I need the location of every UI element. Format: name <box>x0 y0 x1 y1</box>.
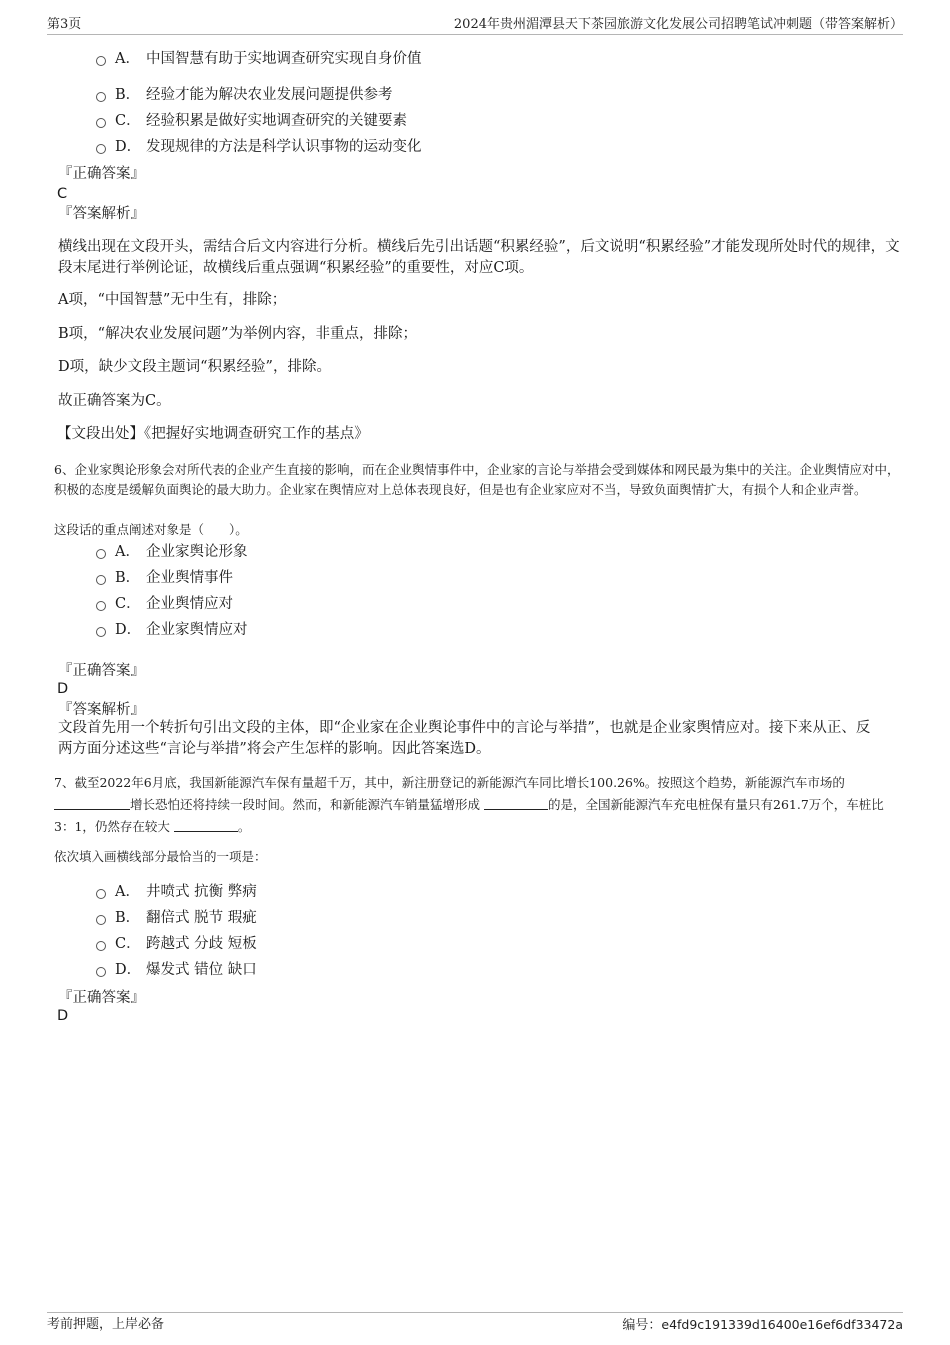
blank-3 <box>174 819 238 832</box>
q7-answer-label: 『正确答案』 <box>58 990 145 1006</box>
radio-icon[interactable] <box>96 56 106 66</box>
q6-stem: 6、企业家舆论形象会对所代表的企业产生直接的影响，而在企业舆情事件中，企业家的言论与举措会受到媒体和网民最为集中的关注。企业舆情应对中，积极的态度是缓解负面舆论的最大助力。企业家在舆情应对上总体表现良好，但是也有企业家应对不当，导致负面舆情扩大，有损个人和企业声誉。 <box>54 462 900 497</box>
q5-analysis-label: 『答案解析』 <box>58 206 145 222</box>
q7-option-d[interactable]: D． 爆发式 错位 缺口 <box>96 960 257 980</box>
q7-question: 依次填入画横线部分最恰当的一项是： <box>54 849 267 864</box>
q5-option-d[interactable]: D． 发现规律的方法是科学认识事物的运动变化 <box>96 137 422 157</box>
q6-analysis-text: 文段首先用一个转折句引出文段的主体，即“企业家在企业舆论事件中的言论与举措”，也就是企业家舆情应对。接下来从正、反两方面分述这些“言论与举措”将会产生怎样的影响。因此答案选D。 <box>58 720 871 757</box>
q5-analysis-a: A项，“中国智慧”无中生有，排除； <box>58 292 287 308</box>
document-title: 2024年贵州湄潭县天下茶园旅游文化发展公司招聘笔试冲刺题（带答案解析） <box>453 17 903 32</box>
page-footer <box>47 1312 903 1335</box>
q5-answer-label: 『正确答案』 <box>58 166 145 182</box>
q5-analysis-b: B项，“解决农业发展问题”为举例内容，非重点，排除； <box>58 326 417 342</box>
q6-option-c[interactable]: C． 企业舆情应对 <box>96 594 233 614</box>
radio-icon[interactable] <box>96 144 106 154</box>
radio-icon[interactable] <box>96 889 106 899</box>
page-header <box>47 14 903 35</box>
q6-analysis-label: 『答案解析』 <box>58 702 145 718</box>
q5-analysis-conclusion: 故正确答案为C。 <box>58 393 171 409</box>
blank-2 <box>484 797 548 810</box>
radio-icon[interactable] <box>96 92 106 102</box>
q6-option-b[interactable]: B． 企业舆情事件 <box>96 568 233 588</box>
radio-icon[interactable] <box>96 915 106 925</box>
q5-analysis-d: D项，缺少文段主题词“积累经验”，排除。 <box>58 359 331 375</box>
q5-analysis-text: 横线出现在文段开头，需结合后文内容进行分析。横线后先引出话题“积累经验”，后文说明“积累经验”才能发现所处时代的规律，文段末尾进行举例论证，故横线后重点强调“积累经验”的重要性，对应C项。 <box>58 239 900 276</box>
q6-question: 这段话的重点阐述对象是（ ）。 <box>54 522 248 537</box>
document-code: 编号：e4fd9c191339d16400e16ef6df33472a <box>622 1317 903 1333</box>
footer-slogan: 考前押题，上岸必备 <box>47 1317 165 1332</box>
q7-option-a[interactable]: A． 井喷式 抗衡 弊病 <box>96 882 257 902</box>
q5-option-c[interactable]: C． 经验积累是做好实地调查研究的关键要素 <box>96 111 407 131</box>
q7-stem: 7、截至2022年6月底，我国新能源汽车保有量超千万，其中，新注册登记的新能源汽车同比增长100.26%。按照这个趋势，新能源汽车市场的 增长恐怕还将持续一段时间。然而，和新能源汽车销量猛增形成 的是，全国新能源汽车充电桩保有量只有261.7万个，车桩比3：1，仍然存在较大 。 <box>54 775 884 834</box>
radio-icon[interactable] <box>96 575 106 585</box>
q6-option-a[interactable]: A． 企业家舆论形象 <box>96 542 248 562</box>
page-number: 第3页 <box>47 17 82 32</box>
q7-answer: D <box>57 1008 69 1024</box>
q5-option-b[interactable]: B． 经验才能为解决农业发展问题提供参考 <box>96 85 393 105</box>
q5-option-a[interactable]: A． 中国智慧有助于实地调查研究实现自身价值 <box>96 49 422 69</box>
q7-option-c[interactable]: C． 跨越式 分歧 短板 <box>96 934 257 954</box>
q5-source: 【文段出处】《把握好实地调查研究工作的基点》 <box>57 426 369 442</box>
radio-icon[interactable] <box>96 941 106 951</box>
q5-answer: C <box>57 186 68 202</box>
radio-icon[interactable] <box>96 118 106 128</box>
q7-option-b[interactable]: B． 翻倍式 脱节 瑕疵 <box>96 908 257 928</box>
radio-icon[interactable] <box>96 967 106 977</box>
radio-icon[interactable] <box>96 627 106 637</box>
q6-option-d[interactable]: D． 企业家舆情应对 <box>96 620 248 640</box>
blank-1 <box>54 797 130 810</box>
q6-answer-label: 『正确答案』 <box>58 663 145 679</box>
radio-icon[interactable] <box>96 601 106 611</box>
q6-answer: D <box>57 681 69 697</box>
radio-icon[interactable] <box>96 549 106 559</box>
